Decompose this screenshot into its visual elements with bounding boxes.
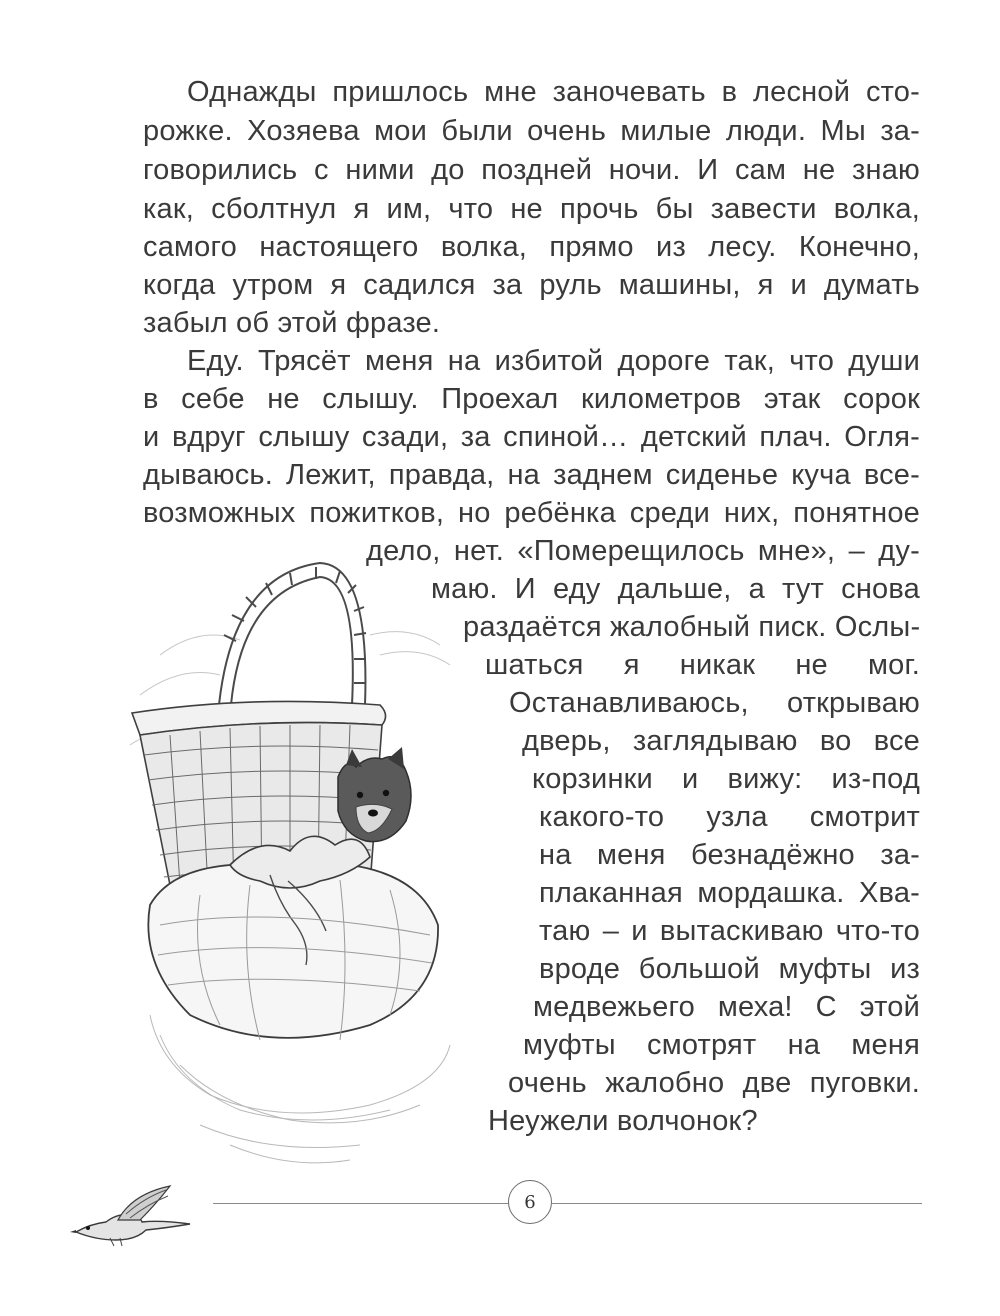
text-line: рожке. Хозяева мои были очень милые люди. Мы за- xyxy=(143,115,920,147)
text-line: корзинки и вижу: из-под xyxy=(532,763,920,795)
text-line: дело, нет. «Померещилось мне», – ду- xyxy=(366,535,920,567)
text-line: Однажды пришлось мне заночевать в лесной сто- xyxy=(187,76,920,108)
text-line: забыл об этой фразе. xyxy=(143,307,441,339)
text-line: как, сболтнул я им, что не прочь бы завести волка, xyxy=(143,193,920,225)
bird-icon xyxy=(70,1180,200,1250)
basket-illustration xyxy=(120,545,500,1185)
basket-handle xyxy=(218,563,366,717)
text-line: Останавливаюсь, открываю xyxy=(509,687,920,719)
text-line: маю. И еду дальше, а тут снова xyxy=(431,573,920,605)
text-line: дываюсь. Лежит, правда, на заднем сиденье куча все- xyxy=(143,459,920,491)
text-line: какого-то узла смотрит xyxy=(539,801,920,833)
text-line: муфты смотрят на меня xyxy=(523,1029,920,1061)
page-number-badge xyxy=(508,1180,552,1224)
text-line: вроде большой муфты из xyxy=(539,953,920,985)
page-number: 6 xyxy=(524,1191,536,1213)
text-line: дверь, заглядываю во все xyxy=(522,725,920,757)
text-line: очень жалобно две пуговки. xyxy=(508,1067,920,1099)
wolf-cub xyxy=(338,747,411,842)
text-line: плаканная мордашка. Хва- xyxy=(539,877,920,909)
text-line: возможных пожитков, но ребёнка среди них, понятное xyxy=(143,497,920,529)
text-line: и вдруг слышу сзади, за спиной… детский плач. Огля- xyxy=(143,421,920,453)
text-line: шаться я никак не мог. xyxy=(485,649,920,681)
footer-rule-left xyxy=(213,1203,508,1204)
text-line: когда утром я садился за руль машины, я и думать xyxy=(143,269,920,301)
text-line: на меня безнадёжно за- xyxy=(539,839,920,871)
text-line: говорились с ними до поздней ночи. И сам не знаю xyxy=(143,154,920,186)
text-line: таю – и вытаскиваю что-то xyxy=(539,915,920,947)
text-line: раздаётся жалобный писк. Ослы- xyxy=(463,611,921,643)
text-line: Еду. Трясёт меня на избитой дороге так, что души xyxy=(187,345,920,377)
text-line: медвежьего меха! С этой xyxy=(533,991,920,1023)
footer-rule-right xyxy=(552,1203,922,1204)
text-line: самого настоящего волка, прямо из лесу. Конечно, xyxy=(143,231,920,263)
text-line: в себе не слышу. Проехал километров этак сорок xyxy=(143,383,920,415)
text-line: Неужели волчонок? xyxy=(488,1105,758,1137)
